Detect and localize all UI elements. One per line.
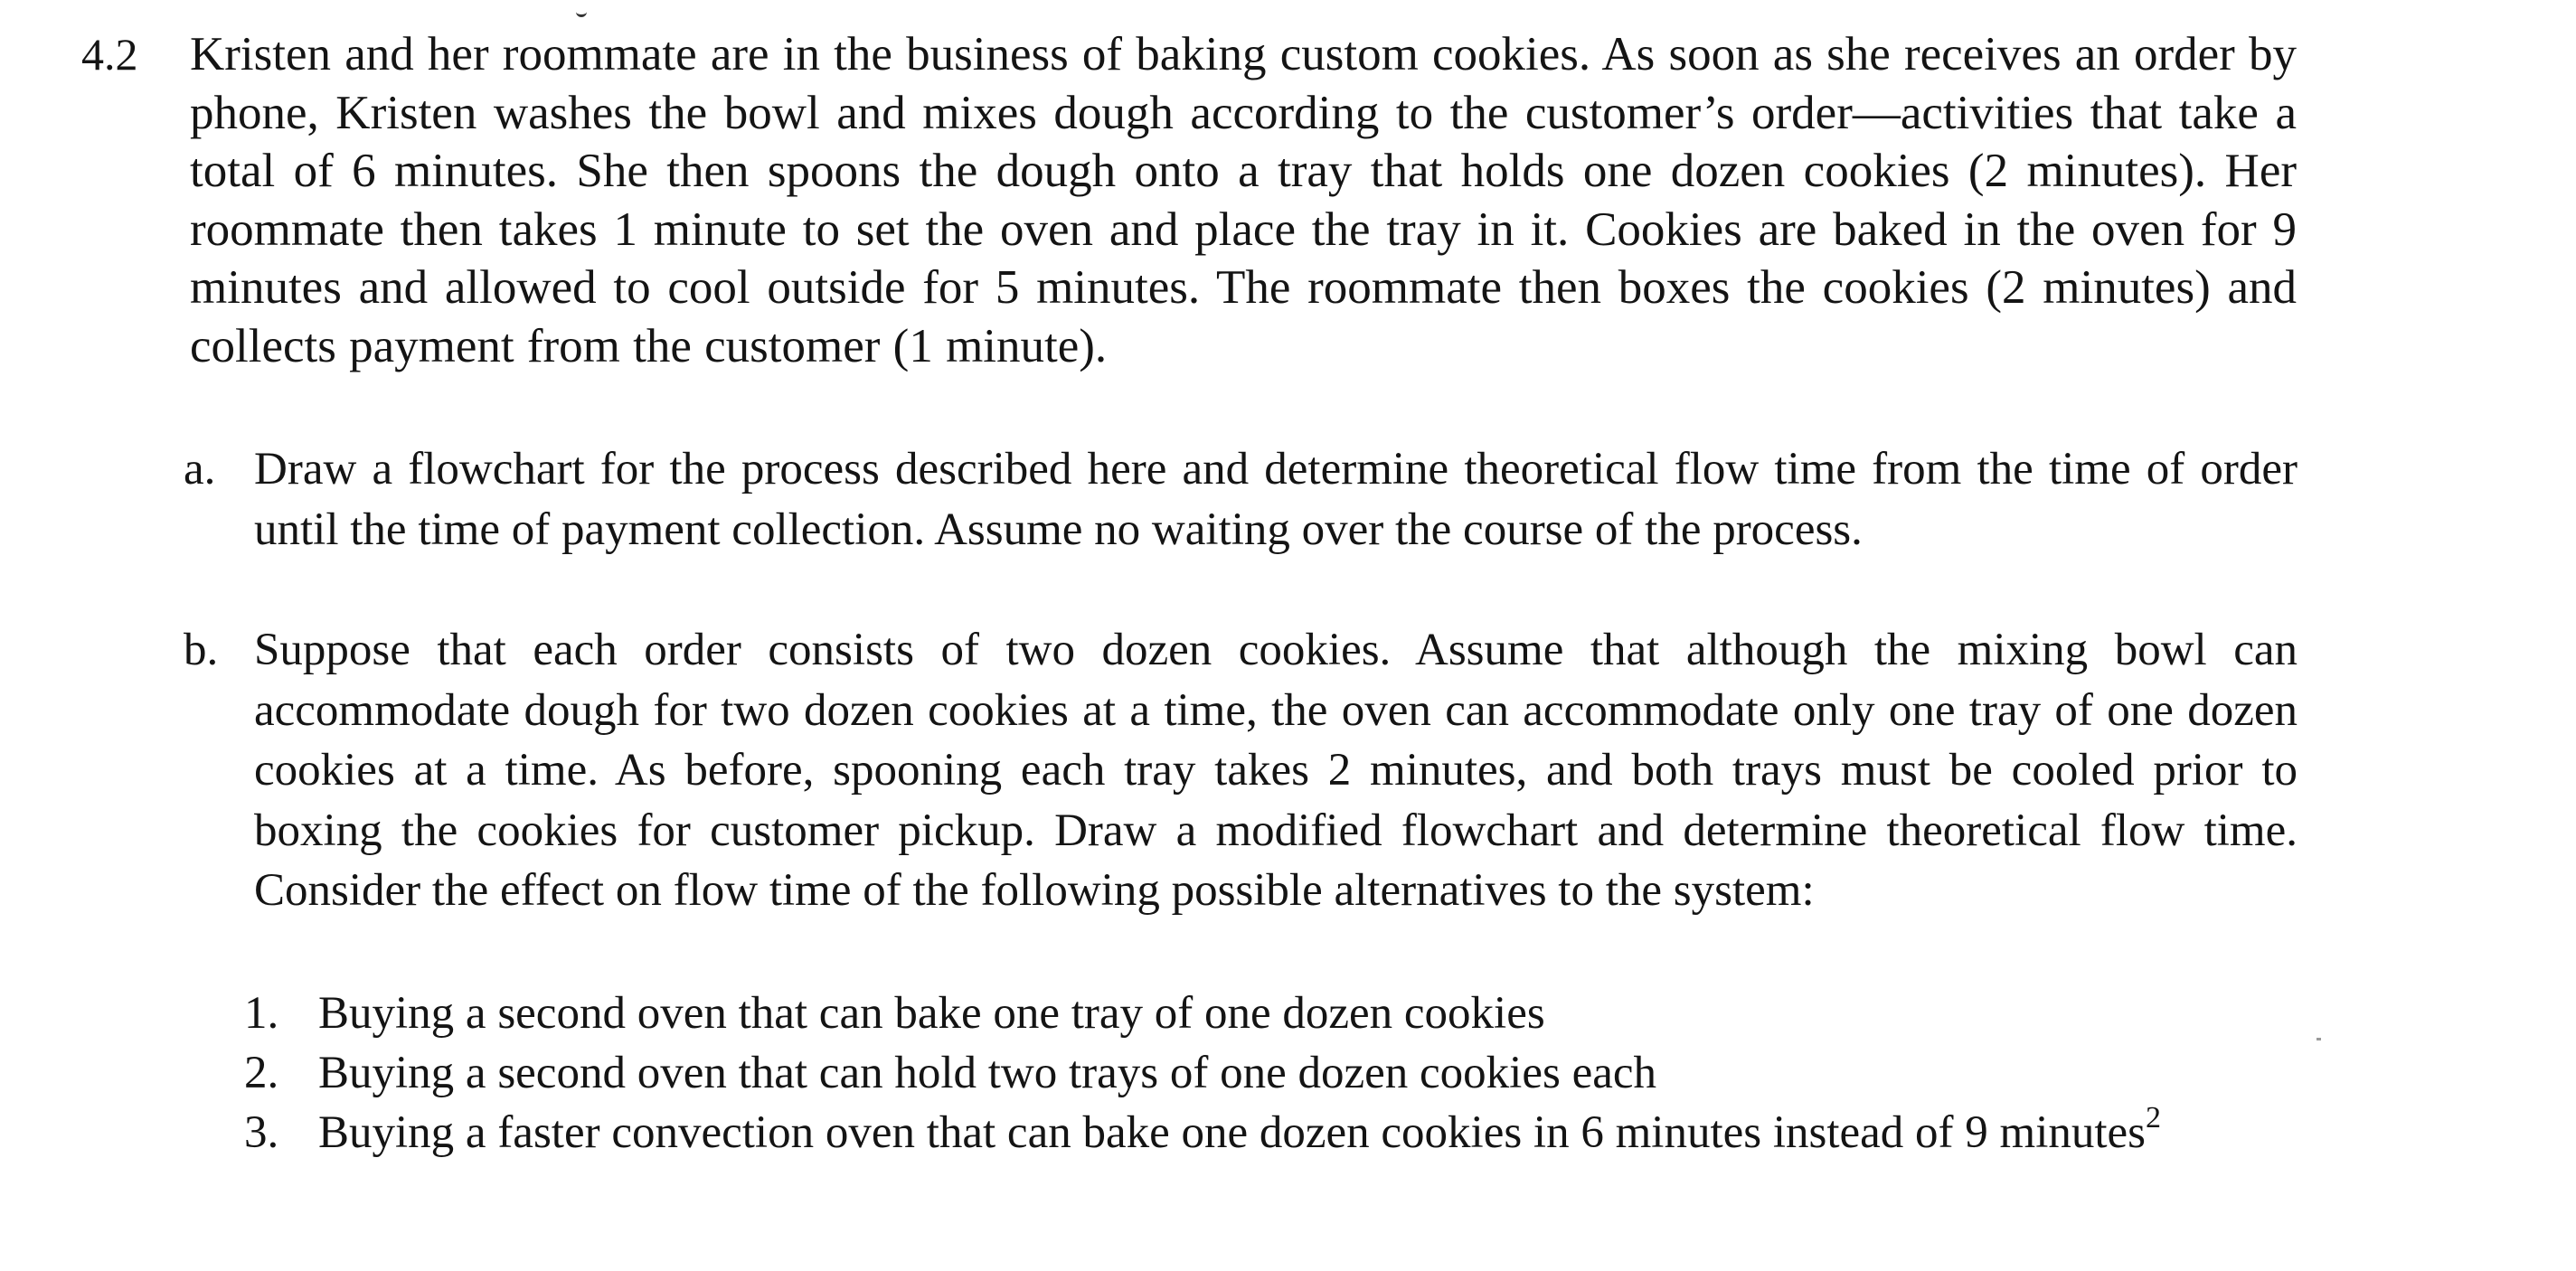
problem-number: 4.2	[81, 29, 138, 80]
alternative-text: Buying a second oven that can hold two trays of one dozen cookies each	[318, 1048, 1656, 1098]
part-a-text: Draw a flowchart for the process described here and determine theoretical flow time from the time of order until the time of payment collection. Assume no waiting over the course of the process.	[254, 444, 2298, 555]
alternative-number: 3.	[244, 1107, 279, 1158]
alternative-item	[244, 1103, 2233, 1163]
alternative-number: 2.	[244, 1048, 279, 1098]
alternative-item	[244, 984, 2233, 1043]
part-b-label: b.	[184, 625, 219, 675]
part-b-text: Suppose that each order consists of two dozen cookies. Assume that although the mixing bowl can accommodate dough for two dozen cookies at a time, the oven can accommodate only one tray of one dozen cookies at a time. As before, spooning each tray takes 2 minutes, and both trays must be cooled prior to boxing the cookies for customer pickup. Draw a modified flowchart and determine theoretical flow time. Consider the effect on flow time of the following possible alternatives to the system:	[254, 625, 2298, 916]
alternative-number: 1.	[244, 988, 279, 1039]
scan-mark	[576, 9, 587, 17]
scan-speck	[2317, 1038, 2321, 1040]
part-a	[184, 439, 2308, 560]
part-b	[184, 620, 2308, 921]
alternative-text: Buying a faster convection oven that can bake one dozen cookies in 6 minutes instead of 9 minutes	[318, 1107, 2147, 1158]
footnote-marker: 2	[2146, 1101, 2162, 1134]
alternative-text: Buying a second oven that can bake one tray of one dozen cookies	[318, 988, 1545, 1039]
part-a-label: a.	[184, 444, 216, 494]
alternatives-list	[244, 984, 2233, 1163]
problem-stem: Kristen and her roommate are in the business of baking custom cookies. As soon as she receives an order by phone, Kristen washes the bowl and mixes dough according to the customer’s order—activities that take a total of 6 minutes. She then spoons the dough onto a tray that holds one dozen cookies (2 minutes). Her roommate then takes 1 minute to set the oven and place the tray in it. Cookies are baked in the oven for 9 minutes and allowed to cool outside for 5 minutes. The roommate then boxes the cookies (2 minutes) and collects payment from the customer (1 minute).	[190, 28, 2297, 372]
alternative-item	[244, 1043, 2233, 1103]
